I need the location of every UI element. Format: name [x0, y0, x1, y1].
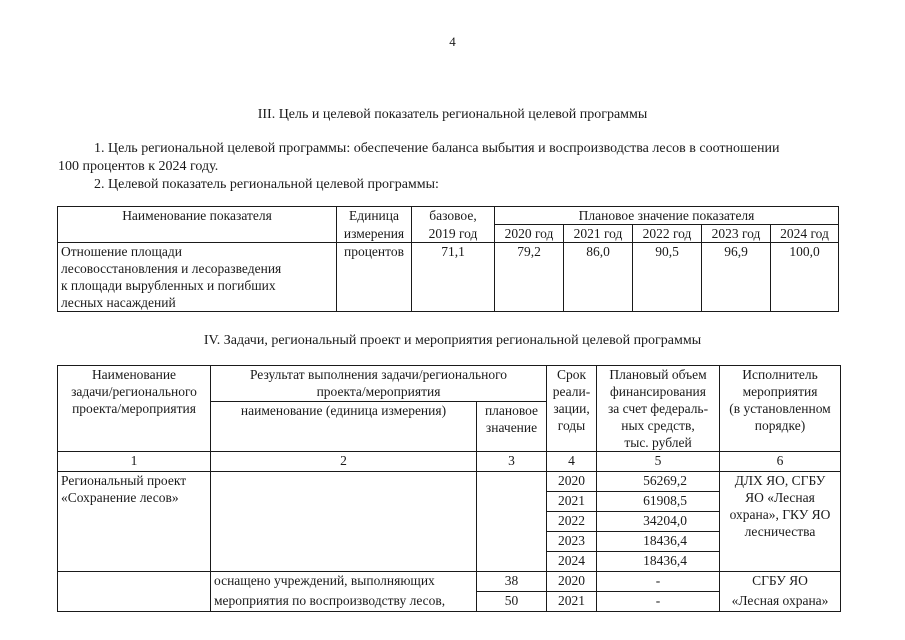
project-value-empty	[477, 472, 547, 572]
indicator-name: Отношение площади лесовосстановления и лесоразведения к площади вырубленных и погибших лесных насаждений	[58, 243, 337, 312]
header-base-1: базовое,	[412, 207, 495, 225]
project-executor: ДЛХ ЯО, СГБУ ЯО «Лесная охрана», ГКУ ЯО лесничества	[720, 472, 841, 572]
project-year: 2021	[547, 492, 597, 512]
indicator-base: 71,1	[412, 243, 495, 312]
tasks-table	[57, 365, 841, 612]
header-year: 2020 год	[495, 225, 564, 243]
goal-line-1: 1. Цель региональной целевой программы: обеспечение баланса выбытия и воспроизводства лесов в соотношении	[94, 141, 780, 156]
result-amount: -	[597, 572, 720, 592]
project-amount: 18436,4	[597, 552, 720, 572]
project-amount: 61908,5	[597, 492, 720, 512]
header-unit-2: измерения	[337, 225, 412, 243]
project-year: 2023	[547, 532, 597, 552]
header-result-value: плановое значение	[477, 401, 547, 451]
section-4-title: IV. Задачи, региональный проект и мероприятия региональной целевой программы	[203, 333, 702, 348]
indicator-intro: 2. Целевой показатель региональной целевой программы:	[94, 177, 439, 192]
header-result: Результат выполнения задачи/регионального проекта/мероприятия	[211, 366, 547, 402]
header-executor: Исполнитель мероприятия (в установленном порядке)	[720, 366, 841, 452]
header-indicator-name: Наименование показателя	[58, 207, 337, 225]
header-term: Срок реали- зации, годы	[547, 366, 597, 452]
header-result-name: наименование (единица измерения)	[211, 401, 477, 451]
header-year: 2021 год	[564, 225, 633, 243]
header-task-name: Наименование задачи/регионального проекта/мероприятия	[58, 366, 211, 452]
project-year: 2020	[547, 472, 597, 492]
section-3-title: III. Цель и целевой показатель региональной целевой программы	[257, 107, 648, 122]
result-name: мероприятия по воспроизводству лесов,	[211, 592, 477, 612]
result-year: 2021	[547, 592, 597, 612]
result-name: оснащено учреждений, выполняющих	[211, 572, 477, 592]
header-base-2: 2019 год	[412, 225, 495, 243]
indicator-value: 90,5	[633, 243, 702, 312]
project-name: Региональный проект «Сохранение лесов»	[58, 472, 211, 572]
header-year: 2022 год	[633, 225, 702, 243]
goal-paragraph	[58, 140, 848, 194]
result-executor: «Лесная охрана»	[720, 592, 841, 612]
column-number: 1	[58, 452, 211, 472]
project-amount: 56269,2	[597, 472, 720, 492]
indicator-table	[57, 206, 839, 312]
indicator-unit: процентов	[337, 243, 412, 312]
header-planned: Плановое значение показателя	[495, 207, 839, 225]
project-amount: 34204,0	[597, 512, 720, 532]
project-year: 2024	[547, 552, 597, 572]
indicator-value: 79,2	[495, 243, 564, 312]
indicator-value: 86,0	[564, 243, 633, 312]
page-number: 4	[449, 34, 456, 49]
column-number: 2	[211, 452, 477, 472]
column-number: 5	[597, 452, 720, 472]
result-value: 38	[477, 572, 547, 592]
result-amount: -	[597, 592, 720, 612]
result-executor: СГБУ ЯО	[720, 572, 841, 592]
project-result-empty	[211, 472, 477, 572]
header-year: 2024 год	[771, 225, 839, 243]
indicator-value: 100,0	[771, 243, 839, 312]
column-number: 3	[477, 452, 547, 472]
project-year: 2022	[547, 512, 597, 532]
project-amount: 18436,4	[597, 532, 720, 552]
column-number: 6	[720, 452, 841, 472]
indicator-value: 96,9	[702, 243, 771, 312]
header-finance: Плановый объем финансирования за счет федераль- ных средств, тыс. рублей	[597, 366, 720, 452]
goal-line-2: 100 процентов к 2024 году.	[58, 159, 219, 174]
result-value: 50	[477, 592, 547, 612]
header-unit-1: Единица	[337, 207, 412, 225]
header-year: 2023 год	[702, 225, 771, 243]
result-year: 2020	[547, 572, 597, 592]
column-number: 4	[547, 452, 597, 472]
